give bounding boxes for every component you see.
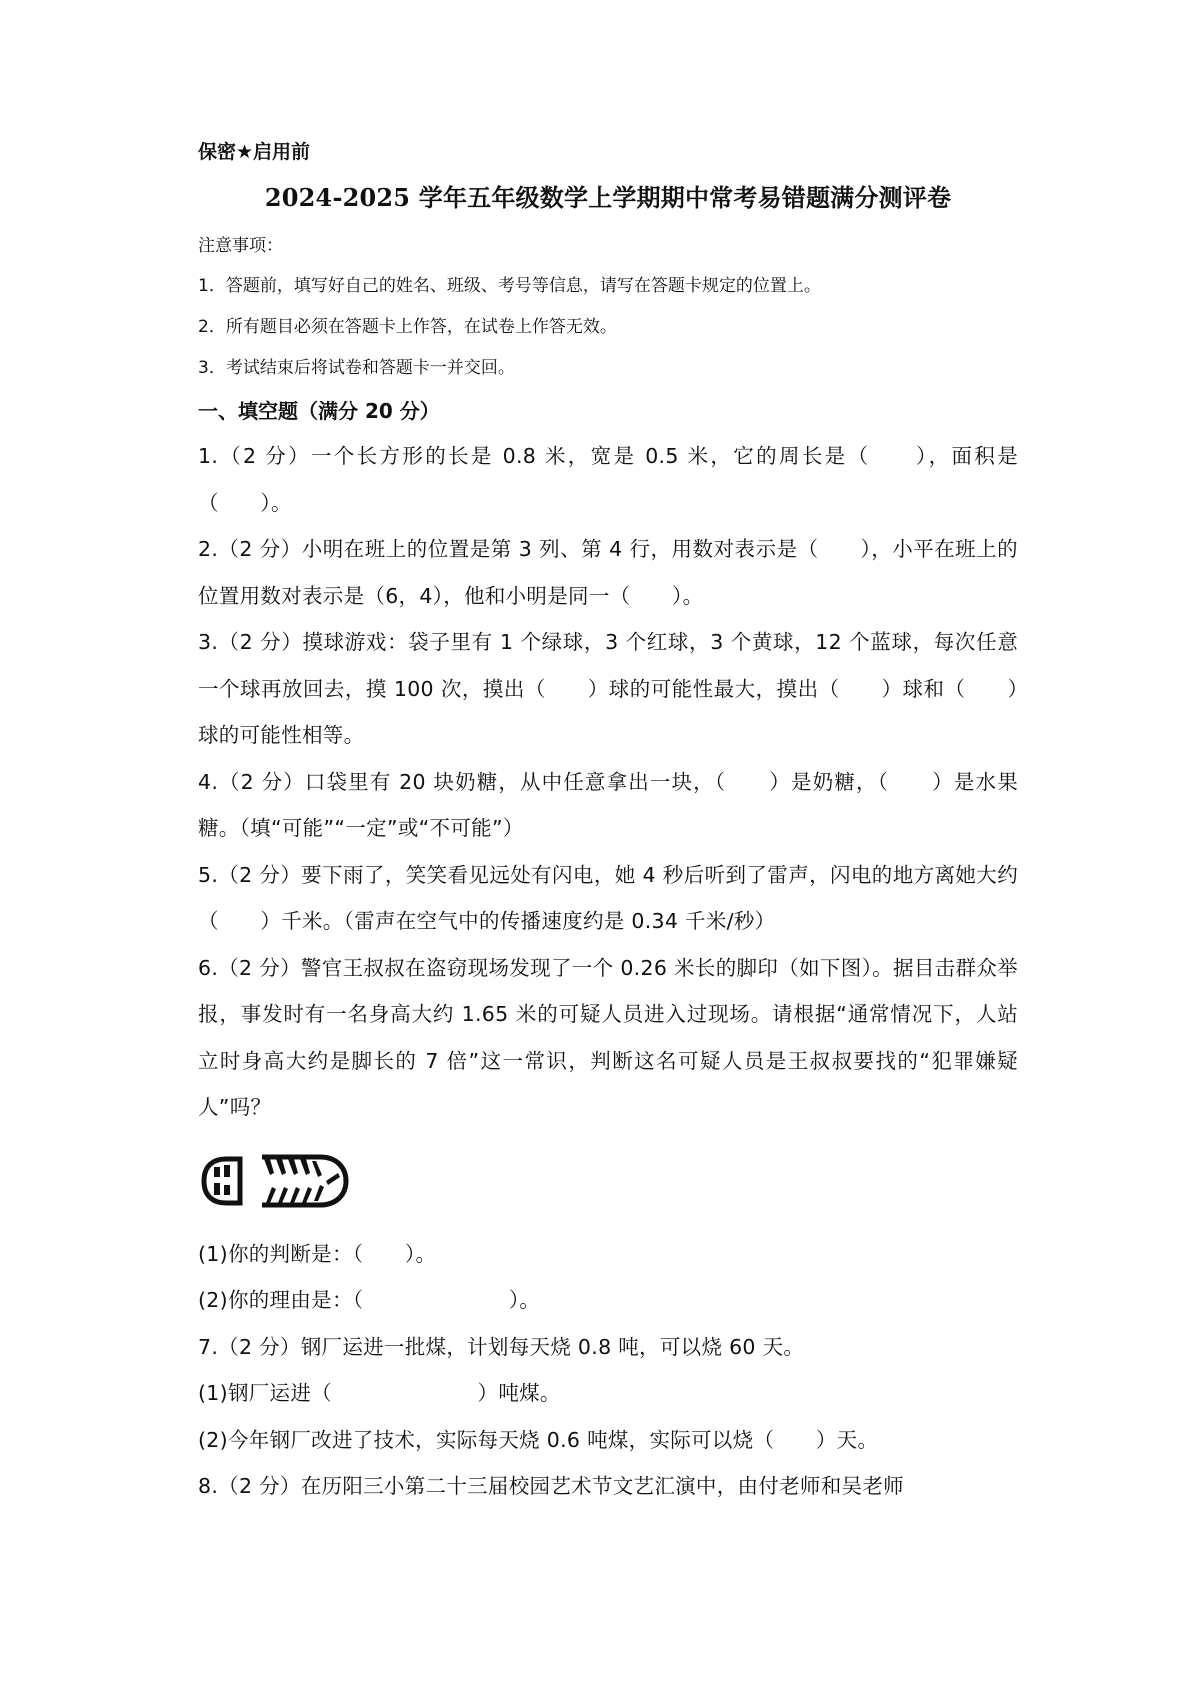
footprint-icon [200,1151,350,1211]
question-7: 7.（2 分）钢厂运进一批煤，计划每天烧 0.8 吨，可以烧 60 天。 [198,1334,805,1359]
question-3: 3.（2 分）摸球游戏：袋子里有 1 个绿球，3 个红球，3 个黄球，12 个蓝球，每次任意一个球再放回去，摸 100 次，摸出（ ）球的可能性最大，摸出（ ）球和（ ）球的可能性相等。 [198,630,1018,747]
question-6-sub-1: (1)你的判断是：（ ）。 [198,1241,437,1266]
question-5: 5.（2 分）要下雨了，笑笑看见远处有闪电，她 4 秒后听到了雷声，闪电的地方离她大约（ ）千米。（雷声在空气中的传播速度约是 0.34 千米/秒） [198,862,1018,933]
question-6: 6.（2 分）警官王叔叔在盗窃现场发现了一个 0.26 米长的脚印（如下图）。据目击群众举报，事发时有一名身高大约 1.65 米的可疑人员进入过现场。请根据“通常情况下，人站立时身高大约是脚长的 7 倍”这一常识，判断这名可疑人员是王叔叔要找的“犯罪嫌疑人”吗？ [198,955,1018,1119]
question-7-sub-2: (2)今年钢厂改进了技术，实际每天烧 0.6 吨煤，实际可以烧（ ）天。 [198,1427,879,1452]
exam-title: 2024-2025 学年五年级数学上学期期中常考易错题满分测评卷 [264,183,952,212]
question-8: 8.（2 分）在历阳三小第二十三届校园艺术节文艺汇演中，由付老师和吴老师 [198,1474,904,1498]
secret-label: 保密★启用前 [198,141,311,163]
notice-heading: 注意事项： [198,236,283,256]
question-6-sub-2: (2)你的理由是：（ ）。 [198,1288,541,1312]
notice-block [198,226,1018,389]
section-heading: 一、填空题（满分 20 分） [198,399,440,423]
question-1: 1.（2 分）一个长方形的长是 0.8 米，宽是 0.5 米，它的周长是（ ），面积是（ ）。 [198,444,1018,515]
notice-item: 3．考试结束后将试卷和答题卡一并交回。 [198,358,515,378]
question-4: 4.（2 分）口袋里有 20 块奶糖，从中任意拿出一块，（ ）是奶糖，（ ）是水果糖。（填“可能”“一定”或“不可能”） [198,769,1018,840]
question-7-sub-1: (1)钢厂运进（ ）吨煤。 [198,1381,561,1405]
notice-item: 2．所有题目必须在答题卡上作答，在试卷上作答无效。 [198,317,617,337]
question-2: 2.（2 分）小明在班上的位置是第 3 列、第 4 行，用数对表示是（ ），小平在班上的位置用数对表示是（6，4），他和小明是同一（ ）。 [198,537,1018,608]
notice-item: 1．答题前，填写好自己的姓名、班级、考号等信息，请写在答题卡规定的位置上。 [198,276,821,296]
footprint-figure [198,1131,1018,1231]
exam-page [198,140,1018,1510]
